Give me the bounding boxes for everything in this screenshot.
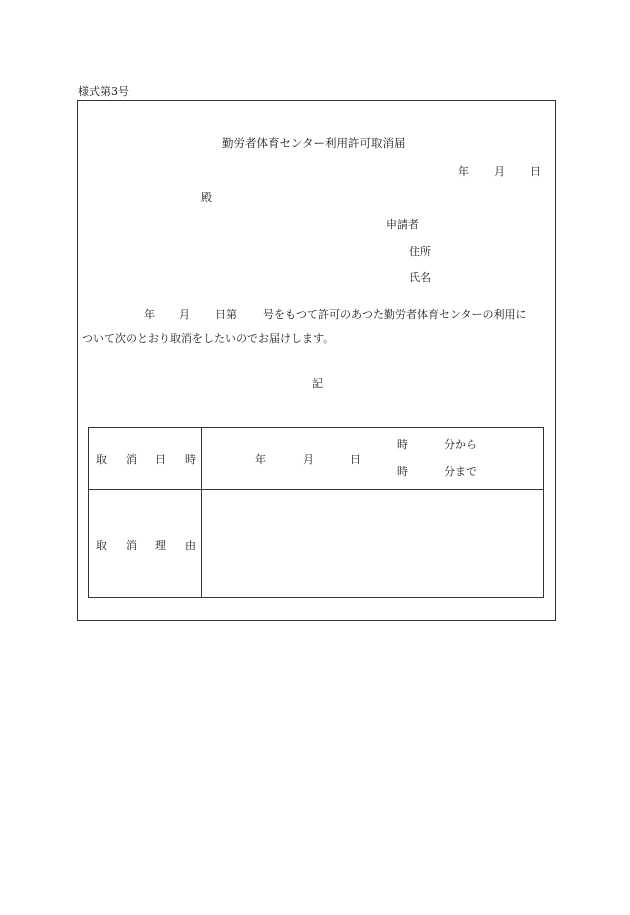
- body-month: 月: [179, 308, 190, 321]
- cancel-month-label: 月: [303, 453, 314, 466]
- date-month-label: 月: [494, 165, 505, 178]
- body-year: 年: [144, 308, 155, 321]
- form-number: 様式第3号: [78, 85, 129, 98]
- time-from-hour-label: 時: [397, 438, 408, 451]
- body-day-number: 日第: [215, 308, 237, 321]
- detail-table: [88, 427, 544, 598]
- note-heading: 記: [312, 377, 323, 390]
- addressee-suffix: 殿: [201, 191, 212, 204]
- time-from-minute-label: 分から: [444, 438, 477, 451]
- time-to-hour-label: 時: [397, 465, 408, 478]
- table-row-divider: [89, 489, 543, 490]
- date-day-label: 日: [530, 165, 541, 178]
- date-year-label: 年: [458, 165, 469, 178]
- time-to-minute-label: 分まで: [444, 465, 477, 478]
- name-label: 氏名: [409, 271, 431, 284]
- applicant-label: 申請者: [386, 218, 419, 231]
- cancel-reason-label: 取 消 理 由: [96, 539, 196, 552]
- body-line-2: ついて次のとおり取消をしたいのでお届けします。: [82, 332, 335, 345]
- body-text: 号をもつて許可のあつた勤労者体育センターの利用に: [263, 308, 527, 321]
- cancel-year-label: 年: [255, 453, 266, 466]
- cancel-day-label: 日: [350, 453, 361, 466]
- table-column-divider: [201, 428, 202, 597]
- address-label: 住所: [409, 245, 431, 258]
- form-title: 勤労者体育センター利用許可取消届: [222, 136, 406, 150]
- cancel-reason-value: [209, 498, 539, 590]
- cancel-datetime-label: 取 消 日 時: [96, 453, 196, 466]
